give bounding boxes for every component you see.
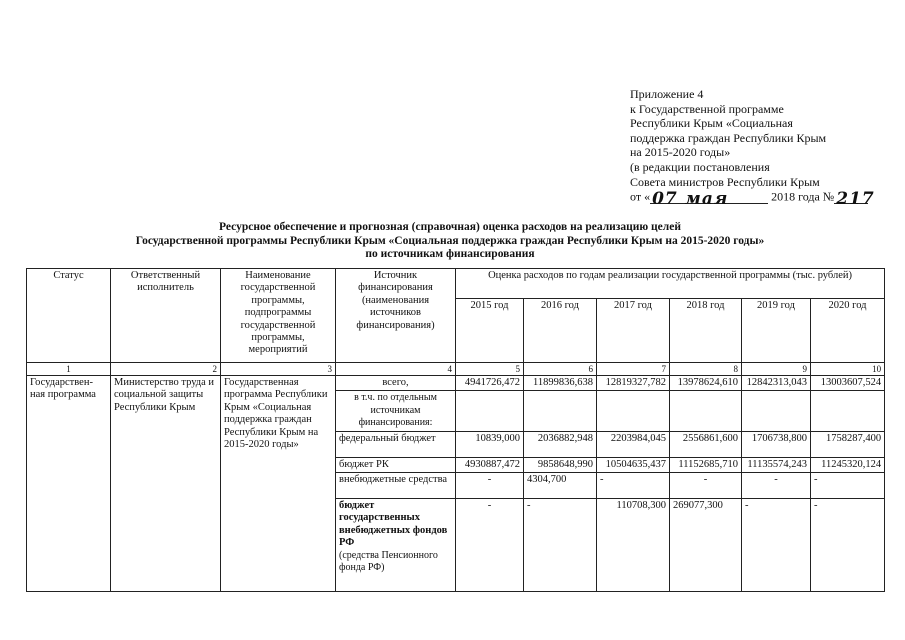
header-source: Источник финансирования (наименования источников финансирования)	[336, 269, 456, 363]
header-year-2015: 2015 год	[456, 299, 524, 363]
year-text: 2018 года №	[768, 189, 835, 204]
value-cell: -	[597, 473, 670, 499]
value-cell	[456, 391, 524, 431]
index-cell: 3	[221, 363, 336, 376]
appendix-date-line	[630, 188, 895, 209]
appendix-line: Совета министров Республики Крым	[630, 174, 820, 189]
value-cell: -	[456, 473, 524, 499]
appendix-line: к Государственной программе	[630, 101, 784, 116]
value-cell: 10504635,437	[597, 457, 670, 472]
value-cell: 110708,300	[597, 499, 670, 592]
value-cell	[597, 391, 670, 431]
appendix-line: на 2015-2020 годы»	[630, 145, 731, 160]
value-cell: -	[811, 473, 885, 499]
appendix-line: Республики Крым «Социальная	[630, 116, 793, 131]
header-name: Наименование государственной программы, подпрограммы государственной программы, мероприятий	[221, 269, 336, 363]
executor-cell: Министерство труда и социальной защиты Республики Крым	[111, 376, 221, 592]
handwritten-number: 217	[836, 188, 875, 209]
title-line-2: Государственной программы Республики Крым «Социальная поддержка граждан Республики Крым на 2015-2020 годы»	[135, 234, 765, 247]
value-cell: 2203984,045	[597, 431, 670, 457]
value-cell: 11245320,124	[811, 457, 885, 472]
handwritten-date: 07 мая	[652, 188, 729, 209]
source-cell: бюджет РК	[336, 457, 456, 472]
header-year-2019: 2019 год	[742, 299, 811, 363]
value-cell: 12819327,782	[597, 376, 670, 391]
index-cell: 10	[811, 363, 885, 376]
source-cell	[336, 499, 456, 592]
title-line-3: по источникам финансирования	[365, 248, 535, 260]
value-cell: 4941726,472	[456, 376, 524, 391]
source-cell: федеральный бюджет	[336, 431, 456, 457]
value-cell: -	[811, 499, 885, 592]
source-cell: внебюджетные средства	[336, 473, 456, 499]
value-cell: 4930887,472	[456, 457, 524, 472]
document-title	[90, 221, 810, 262]
appendix-line: (в редакции постановления	[630, 159, 770, 174]
status-cell: Государствен-ная программа	[27, 376, 111, 592]
header-year-2017: 2017 год	[597, 299, 670, 363]
funding-table	[26, 268, 885, 592]
source-cell: в т.ч. по отдельным источникам финансирования:	[336, 391, 456, 431]
source-main: бюджет государственных внебюджетных фондов РФ	[339, 500, 448, 549]
value-cell: 11135574,243	[742, 457, 811, 472]
table-row	[27, 376, 885, 391]
index-cell: 8	[670, 363, 742, 376]
value-cell	[811, 391, 885, 431]
value-cell: -	[742, 499, 811, 592]
value-cell: 2556861,600	[670, 431, 742, 457]
header-status: Статус	[27, 269, 111, 363]
value-cell: 13978624,610	[670, 376, 742, 391]
source-note: (средства Пенсионного фонда РФ)	[339, 549, 438, 574]
index-cell: 2	[111, 363, 221, 376]
index-cell: 5	[456, 363, 524, 376]
value-cell: 2036882,948	[524, 431, 597, 457]
appendix-line: Приложение 4	[630, 87, 704, 101]
header-year-2016: 2016 год	[524, 299, 597, 363]
appendix-block	[630, 87, 895, 209]
value-cell	[524, 391, 597, 431]
value-cell: 13003607,524	[811, 376, 885, 391]
value-cell: 11899836,638	[524, 376, 597, 391]
index-cell: 9	[742, 363, 811, 376]
value-cell: 9858648,990	[524, 457, 597, 472]
header-estimate: Оценка расходов по годам реализации государственной программы (тыс. рублей)	[456, 269, 885, 299]
value-cell: 4304,700	[524, 473, 597, 499]
index-cell: 7	[597, 363, 670, 376]
date-prefix: от «	[630, 189, 651, 204]
value-cell	[670, 391, 742, 431]
value-cell: 12842313,043	[742, 376, 811, 391]
header-executor: Ответственный исполнитель	[111, 269, 221, 363]
value-cell: 11152685,710	[670, 457, 742, 472]
value-cell: 269077,300	[670, 499, 742, 592]
index-cell: 4	[336, 363, 456, 376]
index-row	[27, 363, 885, 376]
number-signature-line	[834, 188, 875, 209]
header-year-2020: 2020 год	[811, 299, 885, 363]
value-cell: -	[670, 473, 742, 499]
title-line-1: Ресурсное обеспечение и прогнозная (справочная) оценка расходов на реализацию целей	[219, 221, 681, 233]
value-cell	[742, 391, 811, 431]
value-cell: 1758287,400	[811, 431, 885, 457]
value-cell: -	[456, 499, 524, 592]
value-cell: -	[742, 473, 811, 499]
index-cell: 6	[524, 363, 597, 376]
value-cell: 10839,000	[456, 431, 524, 457]
program-name-cell: Государственная программа Республики Крым «Социальная поддержка граждан Республики Крым на 2015-2020 годы»	[221, 376, 336, 592]
index-cell: 1	[27, 363, 111, 376]
header-year-2018: 2018 год	[670, 299, 742, 363]
value-cell: -	[524, 499, 597, 592]
date-signature-line	[650, 188, 768, 209]
source-cell: всего,	[336, 376, 456, 391]
appendix-line: поддержка граждан Республики Крым	[630, 130, 827, 145]
value-cell: 1706738,800	[742, 431, 811, 457]
